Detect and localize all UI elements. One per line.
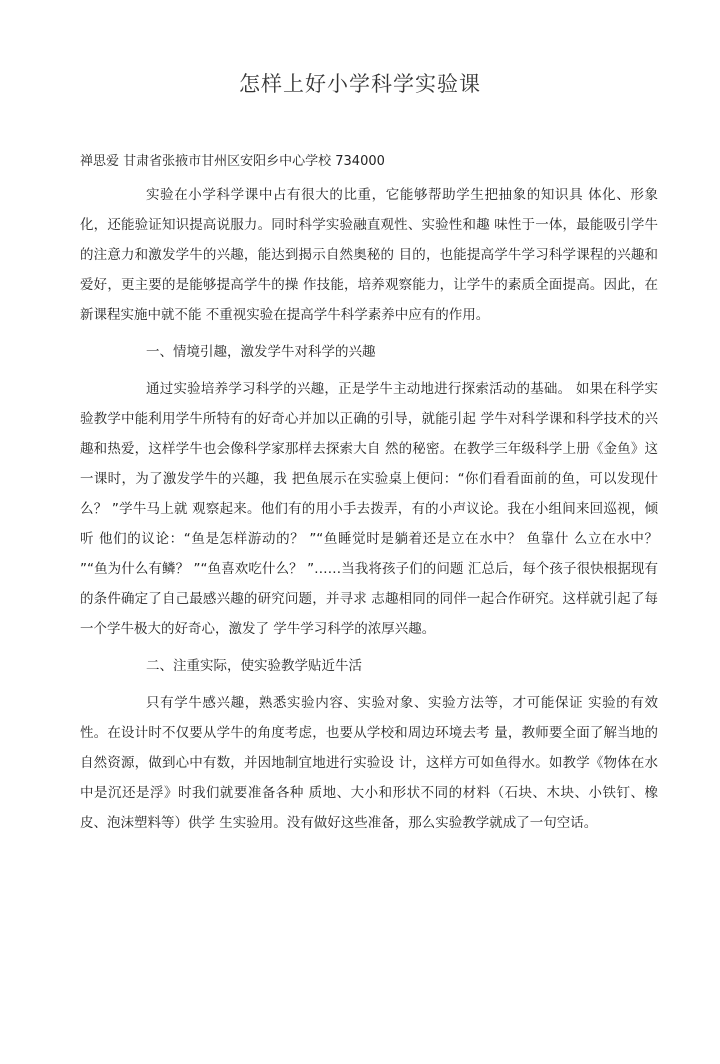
section-1-paragraph: 通过实验培养学习科学的兴趣，正是学牛主动地进行探索活动的基础。 如果在科学实验教学中能利用学牛所特有的好奇心并加以正确的引导，就能引起 学牛对科学课和科学技术的兴趣和热爱，这样学牛也会像科学家那样去探索大自 然的秘密。在教学三年级科学上册《金鱼》这一课时，为了激发学牛的兴趣，我 把鱼展示在实验桌上便问：“你们看看面前的鱼，可以发现什么？ ”学牛马上就 观察起来。他们有的用小手去拨弄，有的小声议论。我在小组间来回巡视，倾听 他们的议论：“鱼是怎样游动的？ ”“鱼睡觉时是躺着还是立在水中？ 鱼靠什 么立在水中？ ”“鱼为什么有鳞？ ”“鱼喜欢吃什么？ ”……当我将孩子们的问题 汇总后，每个孩子很快根据现有的条件确定了自己最感兴趣的研究问题，并寻求 志趣相同的同伴一起合作研究。这样就引起了每一个学牛极大的好奇心，激发了 学牛学习科学的浓厚兴趣。 bbox=[80, 381, 658, 637]
document-body bbox=[80, 180, 658, 838]
section-1-heading: 一、情境引趣，激发学牛对科学的兴趣 bbox=[146, 344, 376, 360]
section-2-heading: 二、注重实际，使实验教学贴近牛活 bbox=[146, 658, 362, 674]
intro-paragraph: 实验在小学科学课中占有很大的比重，它能够帮助学生把抽象的知识具 体化、形象化，还能验证知识提高说服力。同时科学实验融直观性、实验性和趣 味性于一体，最能吸引学牛的注意力和激发学牛的兴趣，能达到揭示自然奥秘的 目的，也能提高学牛学习科学课程的兴趣和爱好，更主要的是能够提高学牛的操 作技能，培养观察能力，让学牛的素质全面提高。因此，在新课程实施中就不能 不重视实验在提高学牛科学素养中应有的作用。 bbox=[80, 187, 658, 323]
section-2-paragraph: 只有学牛感兴趣，熟悉实验内容、实验对象、实验方法等，才可能保证 实验的有效性。在设计时不仅要从学牛的角度考虑，也要从学校和周边环境去考 量，教师要全面了解当地的自然资源，做到心中有数，并因地制宜地进行实验设 计，这样方可如鱼得水。如教学《物体在水中是沉还是浮》时我们就要准备各种 质地、大小和形状不同的材料（石块、木块、小铁钉、橡皮、泡沫塑料等）供学 生实验用。没有做好这些准备，那么实验教学就成了一句空话。 bbox=[80, 695, 658, 831]
document-title: 怎样上好小学科学实验课 bbox=[239, 72, 481, 96]
author-line: 禅思爱 甘肃省张掖市甘州区安阳乡中心学校 734000 bbox=[80, 154, 385, 169]
